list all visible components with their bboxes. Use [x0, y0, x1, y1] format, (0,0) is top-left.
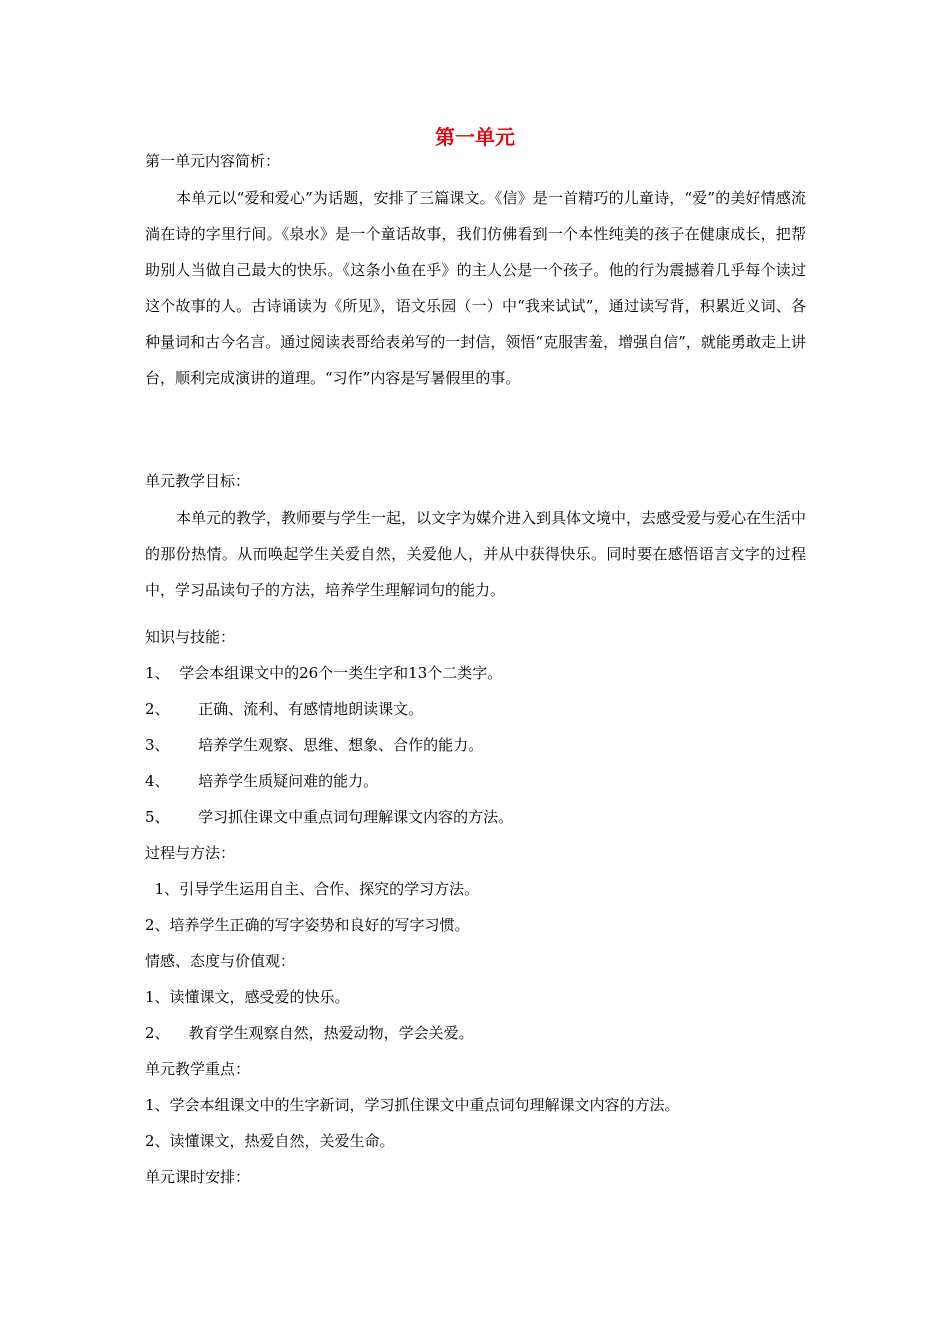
process-heading: 过程与方法：: [145, 844, 236, 862]
focus-heading: 单元教学重点：: [145, 1060, 251, 1078]
process-item-1: 1、引导学生运用自主、合作、探究的学习方法。: [145, 880, 480, 898]
emotion-item-1: 1、读懂课文，感受爱的快乐。: [145, 988, 350, 1006]
emotion-heading: 情感、态度与价值观：: [145, 952, 296, 970]
knowledge-item-1: 1、 学会本组课文中的26个一类生字和13个二类字。: [145, 664, 503, 682]
goals-heading: 单元教学目标：: [145, 472, 251, 490]
schedule-heading: 单元课时安排：: [145, 1168, 251, 1186]
focus-item-2: 2、读懂课文，热爱自然，关爱生命。: [145, 1132, 395, 1150]
goals-paragraph: 本单元的教学，教师要与学生一起，以文字为媒介进入到具体文境中，去感受爱与爱心在生活中的那份热情。从而唤起学生关爱自然，关爱他人，并从中获得快乐。同时要在感悟语言文字的过程中，学习品读句子的方法，培养学生理解词句的能力。: [145, 509, 807, 599]
knowledge-item-2: 2、 正确、流利、有感情地朗读课文。: [145, 700, 424, 718]
knowledge-item-4: 4、 培养学生质疑问难的能力。: [145, 772, 379, 790]
page-title: 第一单元: [435, 125, 515, 149]
focus-item-1: 1、学会本组课文中的生字新词，学习抓住课文中重点词句理解课文内容的方法。: [145, 1096, 680, 1114]
emotion-item-2: 2、 教育学生观察自然，热爱动物，学会关爱。: [145, 1024, 474, 1042]
process-item-2: 2、培养学生正确的写字姿势和良好的写字习惯。: [145, 916, 470, 934]
overview-heading: 第一单元内容简析：: [145, 152, 281, 170]
knowledge-heading: 知识与技能：: [145, 628, 236, 646]
knowledge-item-3: 3、 培养学生观察、思维、想象、合作的能力。: [145, 736, 484, 754]
knowledge-item-5: 5、 学习抓住课文中重点词句理解课文内容的方法。: [145, 808, 514, 826]
overview-paragraph: 本单元以“爱和爱心”为话题，安排了三篇课文。《信》是一首精巧的儿童诗，“爱”的美好情感流淌在诗的字里行间。《泉水》是一个童话故事，我们仿佛看到一个本性纯美的孩子在健康成长，把帮助别人当做自己最大的快乐。《这条小鱼在乎》的主人公是一个孩子。他的行为震撼着几乎每个读过这个故事的人。古诗诵读为《所见》，语文乐园（一）中“我来试试”，通过读写背，积累近义词、各种量词和古今名言。通过阅读表哥给表弟写的一封信，领悟“克服害羞，增强自信”，就能勇敢走上讲台，顺利完成演讲的道理。“习作”内容是写暑假里的事。: [145, 189, 806, 387]
